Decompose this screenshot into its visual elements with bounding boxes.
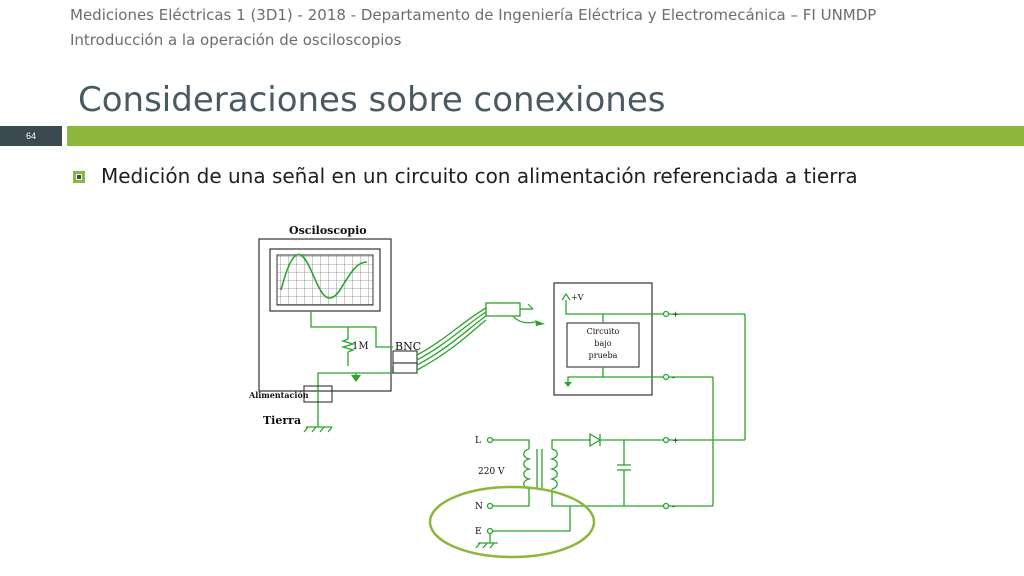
supply-plus-label: + — [672, 436, 679, 445]
dut-ground-icon — [564, 382, 572, 387]
earth-ground-icon — [304, 427, 332, 432]
course-subheader: Introducción a la operación de osciloscopios — [70, 31, 402, 49]
slide-number: 64 — [0, 126, 62, 146]
oscilloscope-screen-grid — [277, 255, 373, 305]
dut-label-2: bajo — [594, 339, 612, 348]
probe-body — [486, 303, 520, 316]
dut-label-3: prueba — [588, 351, 618, 360]
terminal-plus — [664, 312, 669, 317]
supply-arrow-icon — [562, 294, 570, 300]
transformer-primary — [524, 449, 529, 489]
bullet-text: Medición de una señal en un circuito con alimentación referenciada a tierra — [101, 164, 858, 188]
terminal-minus — [664, 375, 669, 380]
oscilloscope-title: Osciloscopio — [289, 224, 367, 237]
diode-icon — [590, 434, 600, 446]
dut-label-1: Circuito — [586, 327, 620, 336]
alimentacion-label: Alimentación — [249, 390, 309, 400]
slide-title: Consideraciones sobre conexiones — [78, 80, 666, 120]
course-header: Mediciones Eléctricas 1 (3D1) - 2018 - Departamento de Ingeniería Eléctrica y Electromecánica – FI UNMDP — [70, 6, 877, 24]
bnc-label: BNC — [395, 340, 422, 353]
earth-label: E — [475, 527, 482, 537]
resistor-label: 1M — [352, 341, 369, 352]
tierra-label: Tierra — [263, 414, 302, 427]
neutral-label: N — [475, 502, 483, 512]
dut-plus-label: + — [672, 310, 679, 319]
internal-ground-icon — [351, 375, 361, 382]
dut-minus-label: - — [672, 373, 675, 382]
probe-clip-icon — [535, 320, 545, 326]
plus-v-label: +V — [571, 293, 584, 302]
transformer-secondary — [552, 449, 557, 489]
line-label: L — [475, 436, 481, 446]
probe-cable — [417, 308, 486, 370]
supply-minus-label: - — [672, 502, 675, 511]
voltage-label: 220 V — [478, 467, 505, 477]
